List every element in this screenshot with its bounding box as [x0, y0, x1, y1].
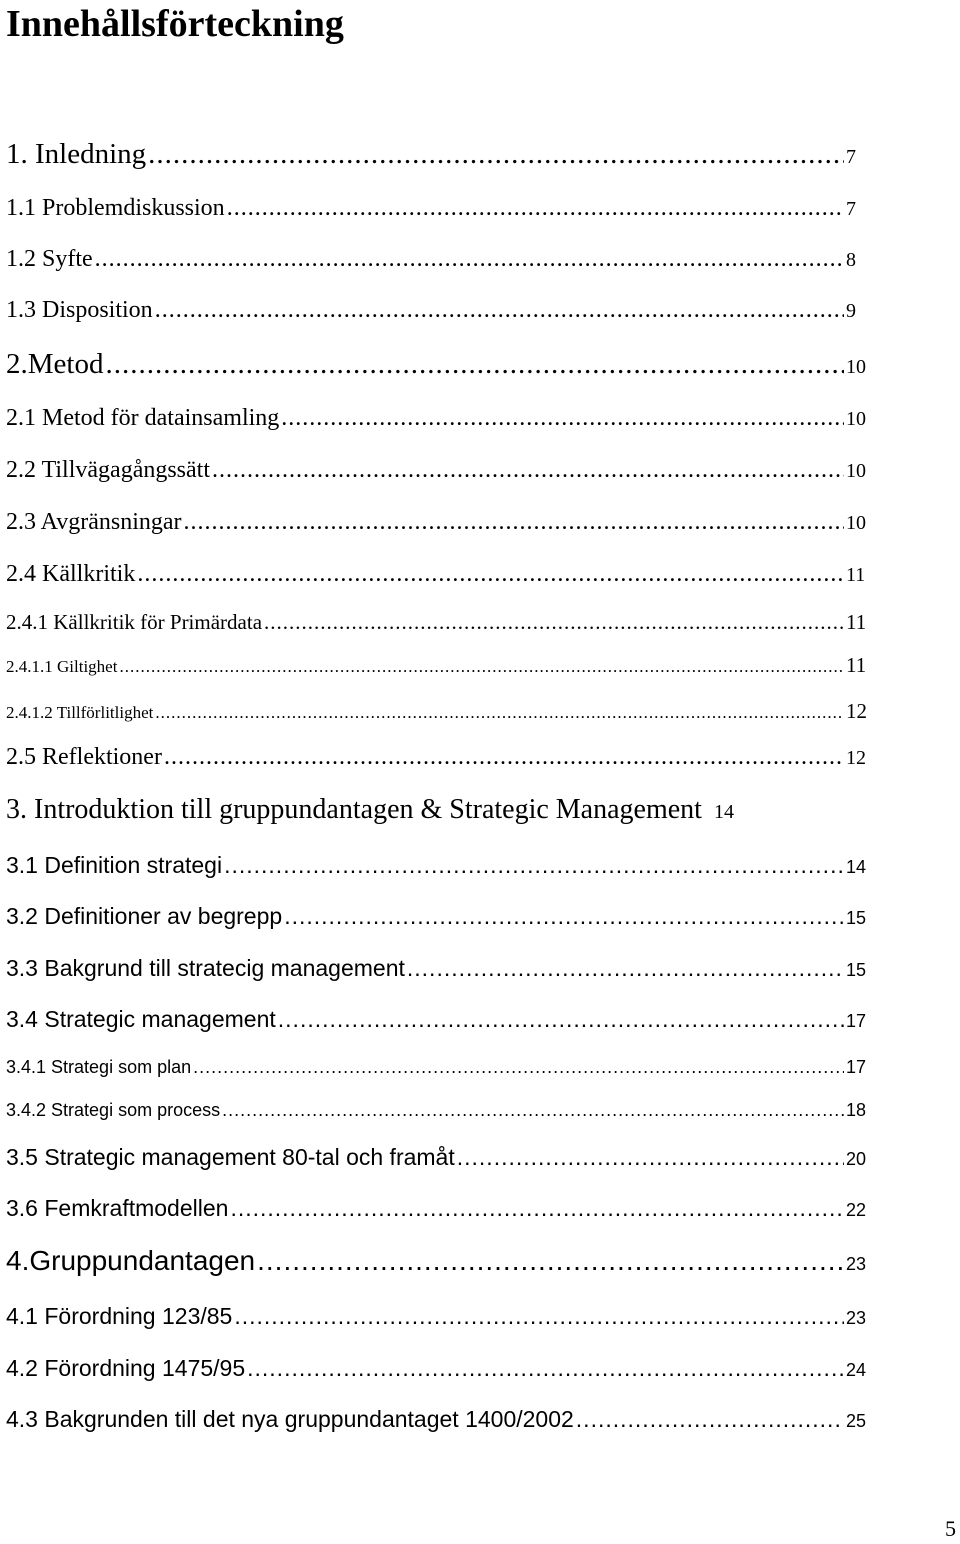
toc-entry-label: 1.1 Problemdiskussion: [6, 195, 225, 221]
toc-dot-leader: [264, 607, 844, 637]
toc-entry-page: 7: [846, 198, 856, 220]
toc-dot-leader: [119, 652, 844, 682]
toc-entry-1-1[interactable]: [6, 192, 882, 225]
toc-entry-page: 12: [846, 747, 866, 769]
toc-entry-label: 1.3 Disposition: [6, 297, 153, 323]
toc-title: Innehållsförteckning: [6, 3, 344, 45]
toc-entry-label: 2.Metod: [6, 348, 104, 380]
toc-entry-3-5[interactable]: [6, 1142, 882, 1174]
toc-entry-label: 3.2 Definitioner av begrepp: [6, 903, 283, 929]
toc-entry-1[interactable]: [6, 136, 882, 175]
page-number: 5: [945, 1516, 956, 1541]
toc-entry-2-3[interactable]: [6, 506, 882, 539]
toc-entry-4-1[interactable]: [6, 1301, 882, 1333]
toc-entry-page: 11: [846, 653, 867, 677]
toc-entry-label: 3.4 Strategic management: [6, 1006, 276, 1032]
toc-entry-4[interactable]: [6, 1243, 882, 1282]
toc-dot-leader: [184, 506, 844, 538]
toc-dot-leader: [257, 1243, 844, 1279]
toc-entry-3-6[interactable]: [6, 1193, 882, 1225]
toc-entry-label: 3.3 Bakgrund till stratecig management: [6, 955, 405, 981]
toc-dot-leader: [164, 741, 844, 773]
toc-dot-leader: [457, 1142, 844, 1172]
toc-entry-3-4-1[interactable]: [6, 1053, 882, 1081]
toc-entry-label: 1.2 Syfte: [6, 246, 93, 272]
toc-entry-label: 2.1 Metod för datainsamling: [6, 405, 280, 431]
toc-dot-leader: [407, 953, 844, 983]
toc-entry-label: 2.3 Avgränsningar: [6, 509, 182, 535]
toc-entry-page: 10: [846, 356, 866, 378]
toc-entry-page: 11: [846, 610, 867, 634]
toc-entry-page: 24: [846, 1360, 867, 1380]
toc-entry-label: 4.2 Förordning 1475/95: [6, 1355, 246, 1381]
toc-entry-label: 3.5 Strategic management 80-tal och framåt: [6, 1144, 455, 1170]
toc-dot-leader: [230, 1193, 844, 1223]
toc-entry-3-2[interactable]: [6, 901, 882, 933]
toc-entry-page: 14: [846, 857, 867, 877]
toc-dot-leader: [576, 1404, 844, 1434]
toc-dot-leader: [155, 294, 844, 326]
toc-entry-page: 7: [846, 146, 856, 168]
toc-entry-page: 18: [846, 1100, 867, 1120]
toc-entry-label: 4.3 Bakgrunden till det nya gruppundantaget 1400/2002: [6, 1406, 574, 1432]
toc-dot-leader: [155, 698, 844, 728]
toc-entry-2-5[interactable]: [6, 741, 882, 774]
toc-dot-leader: [137, 558, 844, 590]
toc-entry-page: 9: [846, 300, 856, 322]
toc-entry-3-4[interactable]: [6, 1004, 882, 1036]
toc-entry-2-4-1-2[interactable]: [6, 696, 882, 728]
toc-dot-leader: [224, 850, 844, 880]
toc-entry-3-4-2[interactable]: [6, 1096, 882, 1124]
toc-entry-3-1[interactable]: [6, 850, 882, 882]
toc-entry-page: 23: [846, 1254, 867, 1274]
toc-entry-label: 2.4.1 Källkritik för Primärdata: [6, 610, 263, 634]
toc-entry-page: 15: [846, 908, 867, 928]
toc-entry-label: 3.6 Femkraftmodellen: [6, 1195, 229, 1221]
toc-entry-page: 10: [846, 408, 866, 430]
toc-entry-2-4-1[interactable]: [6, 607, 882, 637]
toc-entry-2[interactable]: [6, 346, 882, 385]
toc-entry-1-2[interactable]: [6, 243, 882, 276]
toc-dot-leader: [227, 192, 844, 224]
toc-dot-leader: [95, 243, 844, 275]
toc-dot-leader: [105, 346, 844, 382]
toc-entry-page: 12: [846, 699, 867, 723]
toc-entry-label: 2.4.1.1 Giltighet: [6, 657, 118, 676]
toc-entry-page: 8: [846, 249, 856, 271]
toc-entry-page: 10: [846, 460, 866, 482]
toc-dot-leader: [222, 1096, 844, 1124]
toc-entry-page: 11: [846, 564, 866, 586]
toc-entry-4-2[interactable]: [6, 1353, 882, 1385]
toc-entry-label: 1. Inledning: [6, 138, 147, 170]
toc-entry-label: 2.4.1.2 Tillförlitlighet: [6, 703, 154, 722]
toc-entry-page: 15: [846, 960, 867, 980]
toc-entry-4-3[interactable]: [6, 1404, 882, 1436]
toc-entry-label: 3. Introduktion till gruppundantagen & Strategic Management: [6, 794, 702, 825]
toc-entry-page: 14: [713, 801, 734, 823]
toc-dot-leader: [193, 1053, 844, 1081]
toc-dot-leader: [212, 454, 844, 486]
toc-dot-leader: [278, 1004, 844, 1034]
toc-entry-2-1[interactable]: [6, 402, 882, 435]
toc-entry-page: 23: [846, 1308, 867, 1328]
toc-entry-label: 3.4.1 Strategi som plan: [6, 1057, 192, 1077]
toc-dot-leader: [281, 402, 844, 434]
toc-dot-leader: [234, 1301, 844, 1331]
toc-entry-page: 17: [846, 1011, 867, 1031]
toc-entry-page: 17: [846, 1057, 867, 1077]
toc-entry-3[interactable]: [6, 792, 896, 830]
toc-entry-page: 22: [846, 1200, 867, 1220]
toc-entry-2-4[interactable]: [6, 558, 882, 591]
toc-entry-label: 2.2 Tillvägagångssätt: [6, 457, 211, 483]
toc-dot-leader: [247, 1353, 844, 1383]
toc-entry-2-2[interactable]: [6, 454, 882, 487]
toc-entry-page: 20: [846, 1149, 867, 1169]
toc-entry-label: 4.1 Förordning 123/85: [6, 1303, 233, 1329]
toc-dot-leader: [284, 901, 844, 931]
toc-entry-label: 3.4.2 Strategi som process: [6, 1100, 221, 1120]
toc-entry-3-3[interactable]: [6, 953, 882, 985]
toc-entry-label: 2.5 Reflektioner: [6, 744, 162, 770]
toc-entry-label: 3.1 Definition strategi: [6, 852, 223, 878]
toc-entry-page: 25: [846, 1411, 867, 1431]
toc-entry-page: 10: [846, 512, 866, 534]
toc-entry-label: 4.Gruppundantagen: [6, 1245, 256, 1276]
toc-entry-2-4-1-1[interactable]: [6, 650, 882, 682]
toc-entry-1-3[interactable]: [6, 294, 882, 327]
toc-dot-leader: [148, 136, 844, 172]
toc-entry-label: 2.4 Källkritik: [6, 561, 136, 587]
